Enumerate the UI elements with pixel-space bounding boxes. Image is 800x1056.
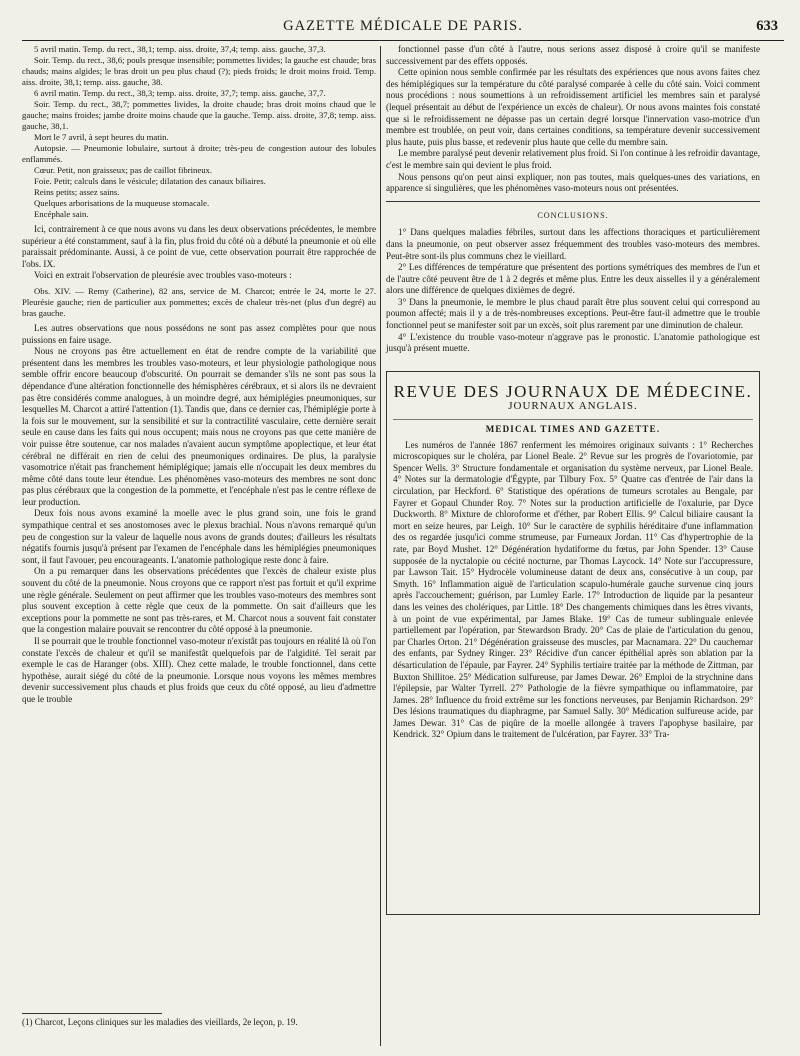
observation-entry: Soir. Temp. du rect., 38,6; pouls presque insensible; pommettes livides; la gauche est chaude; bras chauds; mains algides; le bras droit un peu plus chaud (?); pieds froids; le droit moins froid. Temp. aiss. droite, 38,1; temp. aiss. gauche, 38.	[22, 55, 376, 87]
journal-title: GAZETTE MÉDICALE DE PARIS.	[283, 18, 523, 34]
body-paragraph: Les autres observations que nous possédons ne sont pas assez complètes pour que nous puissions en faire usage.	[22, 322, 376, 345]
revue-paragraph: Les numéros de l'année 1867 renferment les mémoires originaux suivants : 1° Recherches microscopiques sur le choléra, par Lionel Beale. 2° Revue sur les progrès de l'ovariotomie, par Spencer Wells. 3° Structure fondamentale et organisation du système nerveux, par Lionel Beale. 4° Notes sur la dermatologie d'Égypte, par Tilbury Fox. 5° Quatre cas d'entrée de l'air dans la circulation, par Heckford. 6° Statistique des opérations de tumeurs scrotales au Bengale, par Fayrer et Gopaul Chunder Roy. 7° Notes sur la production artificielle de l'oxalurie, par Dyce Duckworth. 8° Mixture de chloroforme et d'éther, par Robert Ellis. 9° Calcul biliaire causant la mort en seize heures, par Leigh. 10° Sur le caractère de syphilis héréditaire d'une inflammation des os regardée jusqu'ici comme strumeuse, par Furneaux Jordan. 11° Cas d'hypertrophie de la rate, par Boyd Mushet. 12° Dégénération hydatiforme du fœtus, par John Spender. 13° Cause supposée de la nyctalopie ou cécité nocturne, par Thomas Laycock. 14° Note sur l'accupressure, par Lawson Tait. 15° Hydrocèle volumineuse datant de deux ans, consécutive à un coup, par Smyth. 16° Inflammation aiguë de l'articulation scapulo-humérale gauche survenue cinq jours après l'accouchement; guérison, par Lumley Earle. 17° Introduction de liquide par la pesanteur dans les veines des cholériques, par Little. 18° Des changements chimiques dans les êtres vivants, à un point de vue expérimental, par James Blake. 19° Cas de tumeur sublinguale enlevée partiellement par l'opération, par Stewardson Brady. 20° Cas de plaie de l'articulation du genou, par Charles Orton. 21° Dégénération graisseuse des muscles, par Macnamara. 22° Du cauchemar des enfants, par Sydney Ringer. 23° Récidive d'un cancer épithélial après son ablation par la désarticulation de l'épaule, par Fayrer. 24° Syphilis tertiaire traitée par la méthode de Zittman, par Buxton Shillitoe. 25° Médication sulfureuse, par James Dewar. 26° Emploi de la strychnine dans l'épilepsie, par Walter Tyrrell. 27° Pathologie de la fièvre sympathique ou inflammatoire, par James. 28° Influence du froid extrême sur les fonctions nerveuses, par Benjamin Richardson. 29° Des lésions traumatiques du diaphragme, par Samuel Sally. 30° Médication sulfureuse acide, par James Dewar. 31° Cas de piqûre de la moelle allongée à travers l'apophyse basilaire, par Kendrick. 32° Opium dans le traitement de l'ulcération, par Fayrer. 33° Tra-	[393, 439, 753, 740]
observation-entry: 5 avril matin. Temp. du rect., 38,1; temp. aiss. droite, 37,4; temp. aiss. gauche, 37,3.	[34, 44, 326, 54]
conclusions-heading: CONCLUSIONS.	[537, 210, 609, 220]
conclusion-item: 4° L'existence du trouble vaso-moteur n'aggrave pas le pronostic. L'anatomie pathologique est jusqu'à présent muette.	[386, 331, 760, 354]
body-paragraph: Voici en extrait l'observation de pleurésie avec troubles vaso-moteurs :	[34, 270, 292, 281]
autopsy-entry: Quelques arborisations de la muqueuse stomacale.	[34, 198, 210, 208]
body-paragraph: fonctionnel passe d'un côté à l'autre, nous serions assez disposé à croire qu'il se manifeste successivement par des effets opposés.	[386, 44, 760, 66]
conclusion-item: 2° Les différences de température que présentent des portions symétriques des membres de l'un et de l'autre côté peuvent être de 1 à 2 degrés et même plus. Entre les deux aisselles il y a généralement alors une différence de quelques dixièmes de degré.	[386, 262, 760, 296]
autopsy-entry: Reins petits; assez sains.	[34, 187, 120, 197]
observation-entry: Soir. Temp. du rect., 38,7; pommettes livides, la droite chaude; bras droit moins chaud que le gauche; mains froides; jambe droite moins chaude que la gauche. Temp. aiss. droite, 37,8; temp. aiss. gauche, 38,1.	[22, 99, 376, 131]
body-paragraph: Le membre paralysé peut devenir relativement plus froid. Si l'on continue à les refroidir davantage, c'est le membre sain qui devient le plus froid.	[386, 148, 760, 170]
page-header	[22, 14, 784, 41]
revue-title: REVUE DES JOURNAUX DE MÉDECINE.	[393, 381, 753, 401]
body-paragraph: Il se pourrait que le trouble fonctionnel vaso-moteur n'existât pas toujours en réalité là où l'on constate l'excès de chaleur et qu'il se manifestât quelquefois par de l'algidité. Tel serait par exemple le cas de Haranger (obs. XIII). Chez cette malade, le trouble fonctionnel, dans cette hypothèse, aurait siégé du côté de la pneumonie. Lorsque nous voyons les mêmes membres devenir successivement plus chauds et plus froids que ceux du côté opposé, au lieu d'admettre que le trouble	[22, 636, 376, 704]
body-paragraph: Nous pensons qu'on peut ainsi expliquer, non pas toutes, mais quelques-unes des variations, en apparence si singulières, que les phénomènes vaso-moteurs nous ont présentées.	[386, 171, 760, 194]
column-divider	[380, 46, 381, 1046]
page-number: 633	[756, 18, 778, 34]
autopsy-entry: Encéphale sain.	[34, 209, 89, 219]
revue-section-heading: MEDICAL TIMES AND GAZETTE.	[393, 419, 753, 436]
footnote-rule	[22, 1013, 162, 1014]
observation-entry: 6 avril matin. Temp. du rect., 38,3; temp. aiss. droite, 37,7; temp. aiss. gauche, 37,7.	[34, 88, 326, 98]
conclusion-item: 1° Dans quelques maladies fébriles, surtout dans les affections thoraciques et particulièrement dans la pneumonie, on peut observer assez fréquemment des troubles vaso-moteurs des membres. Peut-être sont-ils plus communs chez le vieillard.	[386, 227, 760, 261]
autopsy-entry: Cœur. Petit, non graisseux; pas de caillot fibrineux.	[34, 165, 213, 175]
revue-box	[386, 371, 760, 915]
body-paragraph: Cette opinion nous semble confirmée par les résultats des expériences que nous avons faites chez des hémiplégiques sur la température du côté paralysé comparée à celle du côté sain. Voici comment nous procédions : nous soumettions à un refroidissement artificiel les membres sain et paralysé (lequel présentait au début de l'expérience un excès de chaleur). Or nous avons maintes fois constaté que si le refroidissement ne dépasse pas un certain degré lorsque l'innervation vaso-motrice d'un membre est troublée, on peut voir, dans certaines conditions, sa température devenir successivement plus haute, puis plus basse, et redevenir plus haute que celle du membre sain.	[386, 67, 760, 147]
body-paragraph: On a pu remarquer dans les observations précédentes que l'excès de chaleur existe plus souvent du côté de la pneumonie. Nous croyons que ce rapport n'est pas fortuit et qu'il exprime une règle générale. Seulement on peut affirmer que les troubles vaso-moteurs des membres sont plus souvent exception à cette règle que ceux de la pommette. On sait d'ailleurs que les exceptions pour la pommette ne sont pas très-rares, et M. Charcot nous a souvent fait constater que la congestion malaire pouvait se rencontrer du côté opposé à la pneumonie.	[22, 566, 376, 635]
observation-entry: Obs. XIV. — Remy (Catherine), 82 ans, service de M. Charcot; entrée le 24, morte le 27. Pleurésie gauche; rien de particulier aux pommettes; excès de chaleur très-net (plus d'un degré) au bras gauche.	[22, 285, 376, 318]
right-column	[386, 44, 760, 915]
left-column	[22, 44, 376, 1028]
conclusion-item: 3° Dans la pneumonie, le membre le plus chaud paraît être plus souvent celui qui correspond au poumon affecté; mais il y a de très-nombreuses exceptions. Peut-être faut-il admettre que le trouble fonctionnel peut se manifester soit par un excès, soit plus rarement par une diminution de chaleur.	[386, 296, 760, 331]
footnote: (1) Charcot, Leçons cliniques sur les maladies des vieillards, 2e leçon, p. 19.	[22, 1017, 298, 1027]
body-paragraph: Deux fois nous avons examiné la moelle avec le plus grand soin, une fois le grand sympathique central et ses anostomoses avec le plexus brachial. Nous n'avons remarqué qu'un peu de congestion sur la valeur de laquelle nous avons de grands doutes; d'ailleurs les résultats négatifs fournis jusqu'à présent par l'examen de l'encéphale dans les hémiplégies pneumoniques sont, il faut l'avouer, peu encourageants. L'anatomie pathologique reste donc à faire.	[22, 508, 376, 565]
section-rule	[386, 201, 760, 202]
body-paragraph: Ici, contrairement à ce que nous avons vu dans les deux observations précédentes, le membre supérieur a été constamment, sauf à la fin, plus froid du côté où a débuté la pneumonie et où elle paraissait prédominante. Aussi, à ce point de vue, cette observation pourrait être rapprochée de l'obs. IX.	[22, 224, 376, 269]
autopsy-entry: Foie. Petit; calculs dans le vésicule; dilatation des canaux biliaires.	[34, 176, 266, 186]
left-column-body	[22, 44, 376, 1009]
body-paragraph: Nous ne croyons pas être actuellement en état de rendre compte de la variabilité que présentent dans les membres les troubles vaso-moteurs, et leur physiologie pathologique nous semble offrir encore beaucoup d'obscurité. On pourrait se demander s'ils ne sont pas sous la dépendance d'une altération fonctionnelle des hémisphères cérébraux, et si alors ils ne devraient pas être considérés comme analogues, à un moindre degré, aux hémiplégies pneumoniques, sur lesquelles M. Charcot a attiré l'attention (1). Tandis que, dans ce dernier cas, l'hémiplégie porte à la fois sur le mouvement, sur la sensibilité et sur la contractilité vasculaire, cette dernière serait seule en cause dans les faits qui nous occupent; mais nous ne croyons pas que cette manière de voir puisse être soutenue, car nos malades n'avaient aucun symptôme apoplectique, et leur état cérébral ne différait en rien de celui des pneumoniques ordinaires. De plus, la paralysie vasomotrice n'était pas franchement hémiplégique; jamais elle n'occupait les deux membres du même côté dans toute leur étendue. Les phénomènes vaso-moteurs des membres ne sont donc pas plus cérébraux que la congestion de la pommette, et l'encéphale n'est pas le centre réflexe de leur production.	[22, 346, 376, 507]
revue-subtitle: JOURNAUX ANGLAIS.	[508, 400, 638, 413]
observation-entry: Mort le 7 avril, à sept heures du matin.	[34, 132, 169, 142]
autopsy-entry: Autopsie. — Pneumonie lobulaire, surtout à droite; très-peu de congestion autour des lobules enflammés.	[22, 143, 376, 164]
